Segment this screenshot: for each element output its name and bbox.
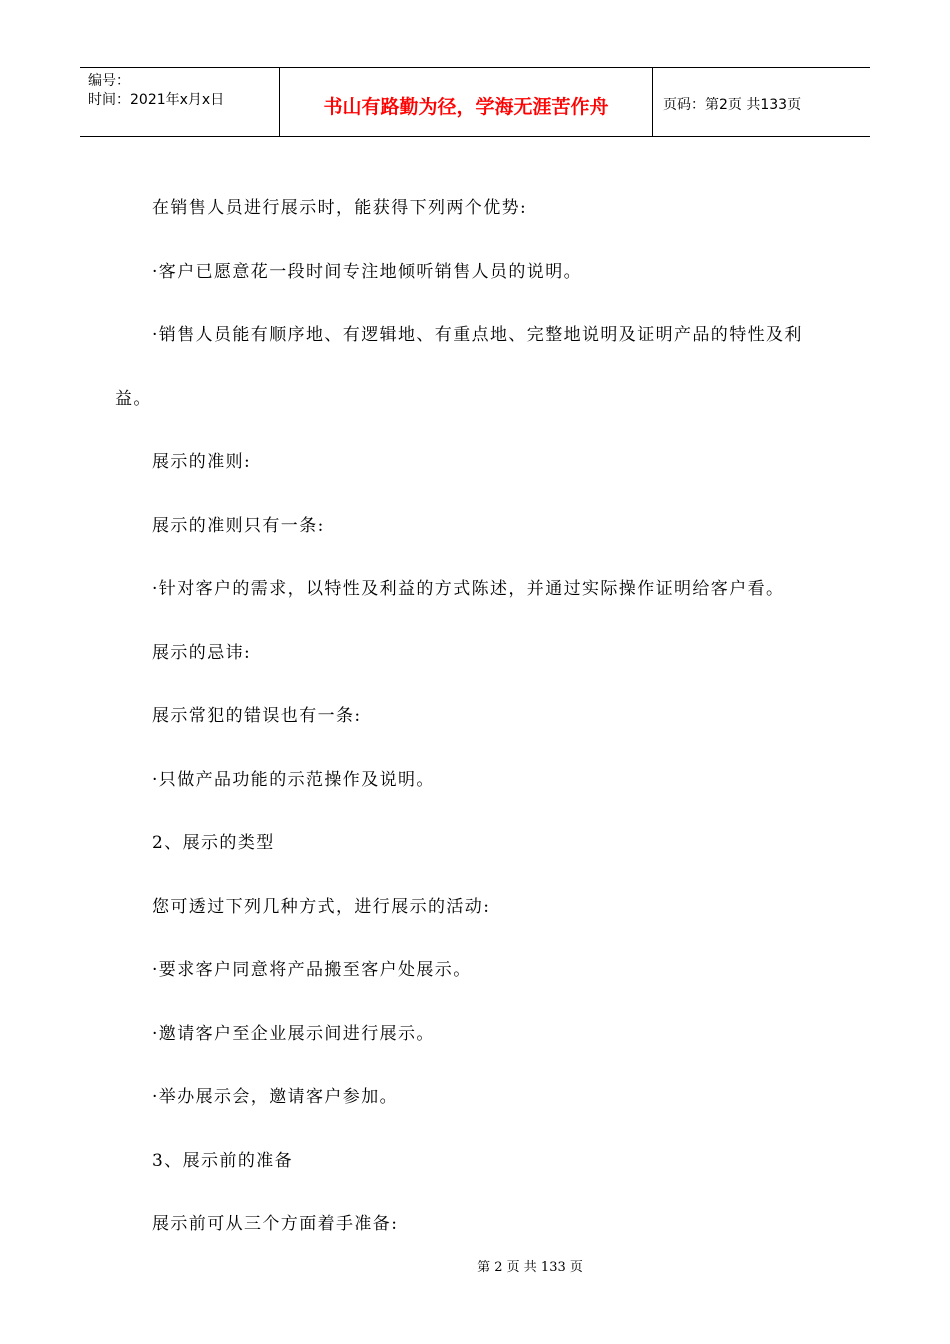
document-header [80, 67, 870, 137]
header-meta [80, 68, 280, 136]
time-label: 时间：2021年x月x日 [88, 92, 225, 108]
paragraph: 展示的准则只有一条: [152, 515, 325, 536]
section-heading: 2、展示的类型 [152, 833, 275, 853]
section-heading: 3、展示前的准备 [152, 1150, 294, 1171]
bullet-item: ·只做产品功能的示范操作及说明。 [152, 769, 435, 790]
paragraph: 在销售人员进行展示时，能获得下列两个优势: [152, 198, 528, 218]
paragraph: 展示前可从三个方面着手准备: [152, 1214, 399, 1234]
paragraph-continuation: 益。 [115, 388, 152, 409]
page-footer: 第 2 页 共 133 页 [477, 1260, 583, 1275]
header-motto: 书山有路勤为径，学海无涯苦作舟 [280, 68, 653, 136]
bullet-item: ·邀请客户至企业展示间进行展示。 [152, 1023, 435, 1044]
header-page-info: 页码：第2页 共133页 [663, 97, 802, 113]
section-heading: 展示的准则: [152, 452, 252, 472]
bullet-item: ·针对客户的需求，以特性及利益的方式陈述，并通过实际操作证明给客户看。 [152, 579, 785, 599]
bullet-item: ·要求客户同意将产品搬至客户处展示。 [152, 960, 472, 980]
document-body [115, 177, 845, 1257]
bullet-item: ·举办展示会，邀请客户参加。 [152, 1087, 399, 1107]
paragraph: 展示常犯的错误也有一条: [152, 706, 362, 726]
paragraph: 您可透过下列几种方式，进行展示的活动: [152, 896, 491, 917]
section-heading: 展示的忌讳: [152, 642, 252, 663]
bullet-item: ·销售人员能有顺序地、有逻辑地、有重点地、完整地说明及证明产品的特性及利 [152, 325, 803, 345]
bullet-item: ·客户已愿意花一段时间专注地倾听销售人员的说明。 [152, 261, 583, 282]
number-label: 编号： [88, 73, 130, 89]
